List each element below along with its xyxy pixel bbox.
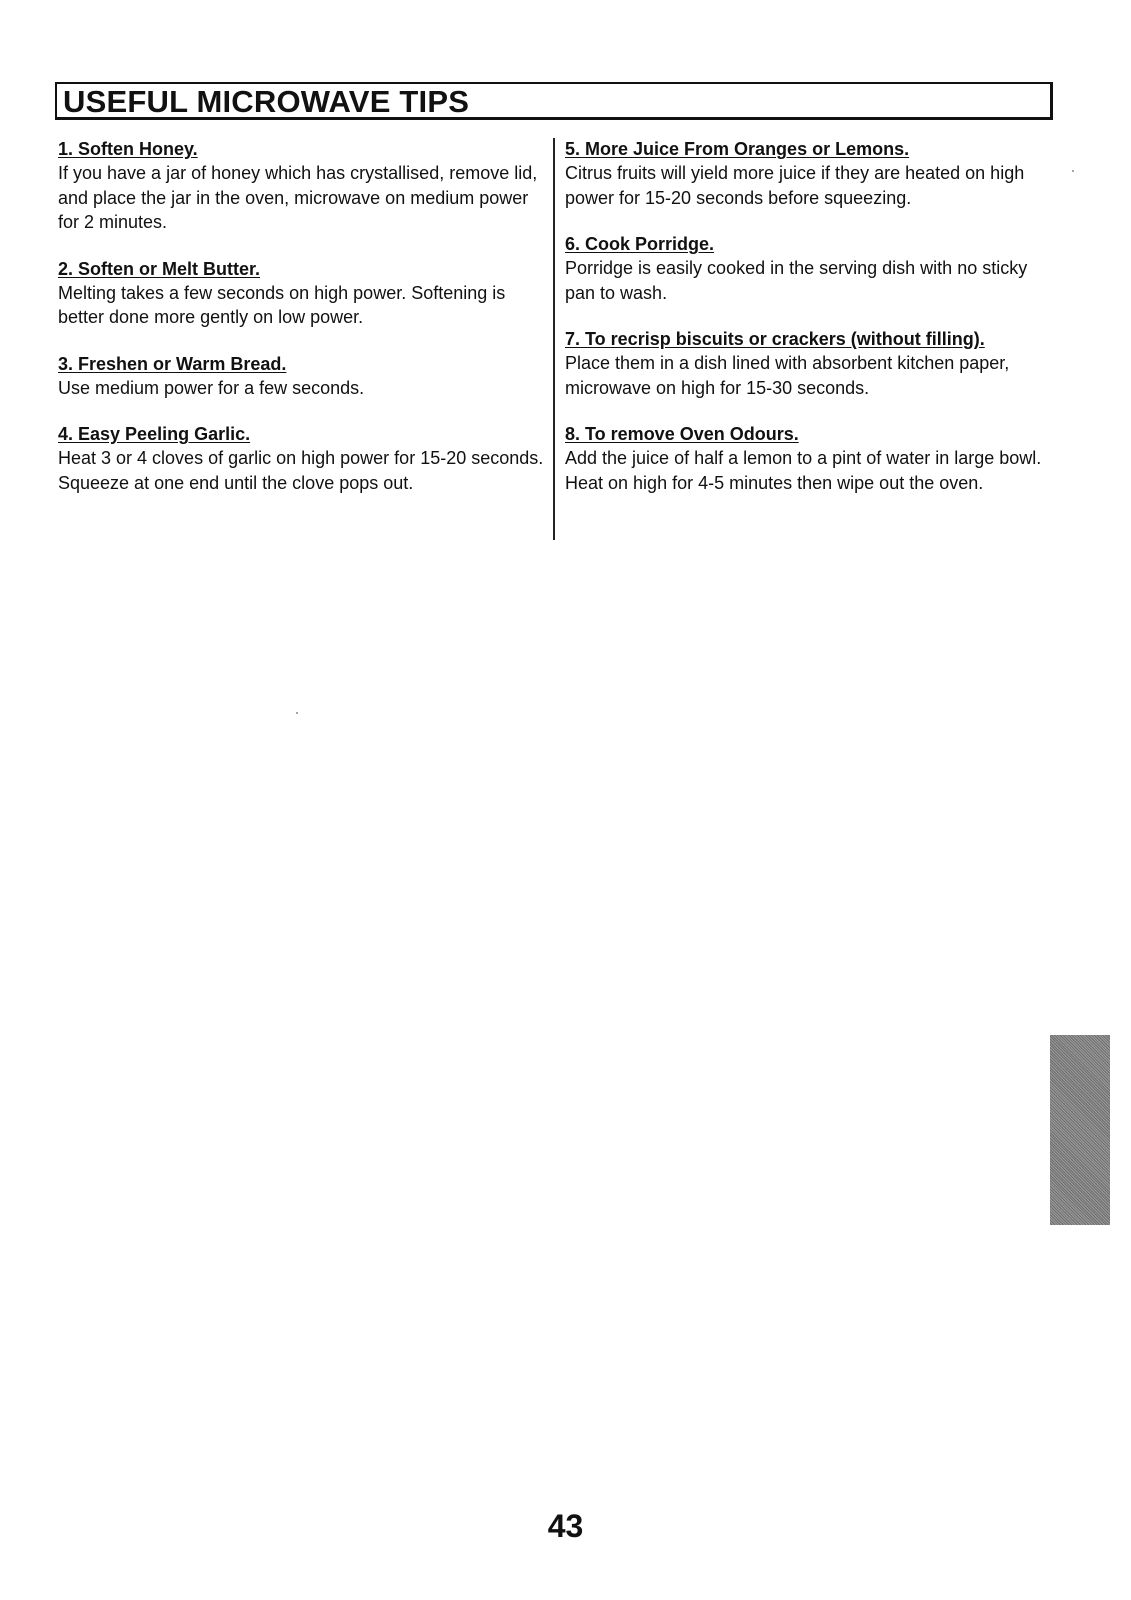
column-divider [553, 138, 555, 540]
tip-heading: 2. Soften or Melt Butter. [58, 258, 261, 279]
tip-4 [58, 422, 548, 495]
page-number: 43 [547, 1508, 584, 1544]
tips-column-right [565, 137, 1055, 517]
page-title-box [55, 82, 1053, 120]
tip-body: Add the juice of half a lemon to a pint of water in large bowl. Heat on high for 4-5 minutes then wipe out the oven. [565, 448, 1042, 493]
tip-body: Melting takes a few seconds on high power. Softening is better done more gently on low power. [58, 282, 506, 327]
tip-3 [58, 352, 548, 401]
tip-heading: 4. Easy Peeling Garlic. [58, 424, 251, 444]
tip-heading: 8. To remove Oven Odours. [565, 424, 799, 444]
tip-body: Place them in a dish lined with absorbent kitchen paper, microwave on high for 15-30 seconds. [565, 353, 1010, 398]
tip-heading: 7. To recrisp biscuits or crackers (without filling). [565, 329, 985, 349]
tip-6 [565, 232, 1055, 305]
scan-speck [1072, 170, 1074, 172]
page-title: USEFUL MICROWAVE TIPS [63, 84, 470, 119]
tip-heading: 1. Soften Honey. [58, 139, 198, 159]
tip-heading: 5. More Juice From Oranges or Lemons. [565, 139, 910, 159]
tips-column-left [58, 137, 548, 517]
tip-2 [58, 257, 548, 330]
tip-7 [565, 327, 1055, 400]
tip-5 [565, 137, 1055, 210]
tip-body: If you have a jar of honey which has crystallised, remove lid, and place the jar in the oven, microwave on medium power for 2 minutes. [58, 163, 538, 232]
tip-heading: 6. Cook Porridge. [565, 234, 715, 254]
tip-body: Heat 3 or 4 cloves of garlic on high power for 15-20 seconds. Squeeze at one end until the clove pops out. [58, 448, 544, 493]
section-tab-marker [1050, 1035, 1110, 1225]
tip-body: Citrus fruits will yield more juice if they are heated on high power for 15-20 seconds before squeezing. [565, 163, 1025, 208]
tip-1 [58, 137, 548, 235]
scan-speck [296, 712, 298, 714]
tip-heading: 3. Freshen or Warm Bread. [58, 353, 287, 374]
tip-body: Porridge is easily cooked in the serving dish with no sticky pan to wash. [565, 258, 1028, 303]
tip-8 [565, 422, 1055, 495]
tip-body: Use medium power for a few seconds. [58, 377, 365, 398]
